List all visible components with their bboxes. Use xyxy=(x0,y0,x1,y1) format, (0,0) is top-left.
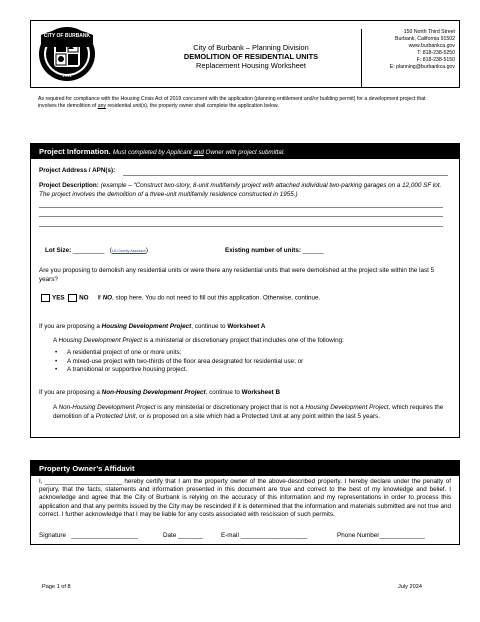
nhdp-def-d: Housing Development Project xyxy=(305,404,389,411)
existing-units-field xyxy=(225,247,324,256)
contact-block xyxy=(361,29,459,87)
contact-fax: F: 818-238-5150 xyxy=(416,57,455,64)
contact-website[interactable]: www.burbankca.gov xyxy=(408,43,455,50)
demolition-question: Are you proposing to demolish any residential units or were there any residential units that were demolished at the project site within the last 5 years? xyxy=(39,267,435,283)
project-description xyxy=(39,182,449,199)
project-information-title: Project Information xyxy=(39,147,109,156)
project-description-line-1[interactable] xyxy=(39,207,443,208)
bullet-item: • A mixed-use project with two-thirds of the floor area designated for residential use; or xyxy=(55,358,445,367)
worksheet-b-ref: Worksheet B xyxy=(241,389,281,396)
intro-text-b: residential unit(s), the property owner shall complete the application below. xyxy=(106,102,279,109)
housing-project-instruction xyxy=(39,323,265,332)
letterhead xyxy=(30,20,460,88)
project-address-label: Project Address / APN(s): xyxy=(39,167,116,174)
property-owner-affidavit-section xyxy=(30,460,460,545)
bar-note-b: Owner with project submittal. xyxy=(203,149,285,156)
phone-field xyxy=(337,532,425,541)
city-division: City of Burbank – Planning Division xyxy=(193,43,309,52)
hdp-def-c: is a ministerial or discretionary project that includes one of the following: xyxy=(141,337,344,344)
bullet-item: • A residential project of one or more units; xyxy=(55,349,445,358)
nhdp-def-c: is any ministerial or discretionary project that is not a xyxy=(155,404,306,411)
letterhead-title-block xyxy=(151,43,351,70)
if-no-c: , stop here. You do not need to fill out this application. Otherwise, continue. xyxy=(112,294,321,302)
affidavit-text: I, ______________________ hereby certify that I am the property owner of the above-described property. I hereby declare under the penalty of perjury, that the facts, statements and information presented in this document are true and correct to the best of my knowledge and belief. I acknowledge and agree that the City of Burbank is relying on the accuracy of this information and my representations in order to process this application and that any permits issued by the City may be rescinded if it is determined that the information and materials submitted are not true and correct. I further acknowledge that I may be liable for any costs associated with rescission of such permits. xyxy=(39,478,451,518)
email-field xyxy=(221,532,307,541)
signature-input[interactable]: ___________________ xyxy=(71,532,138,539)
signature-field xyxy=(39,532,138,541)
yes-label: YES xyxy=(52,294,65,302)
project-address-input[interactable] xyxy=(123,175,448,176)
affidavit-title: Property Owner’s Affidavit xyxy=(39,464,135,473)
footer-date: July 2024 xyxy=(398,584,422,590)
yes-no-row xyxy=(41,294,320,303)
date-label: Date xyxy=(163,532,177,539)
lot-size-field: Lot Size: _________ (LA County Assessor) xyxy=(45,247,148,254)
bar-note-a: Must completed by Applicant xyxy=(112,149,194,156)
existing-units-label: Existing number of units: xyxy=(225,247,301,254)
email-input[interactable]: ___________________ xyxy=(240,532,308,539)
email-label: E-mail xyxy=(221,532,239,539)
nhdp-def-e: , which requires the demolition of a xyxy=(53,404,444,420)
form-subtitle: Replacement Housing Worksheet xyxy=(196,61,306,70)
if-no-b: NO xyxy=(102,294,113,302)
contact-email[interactable]: E: planning@burbankca.gov xyxy=(389,64,455,71)
la-county-assessor-link[interactable]: LA County Assessor xyxy=(111,249,146,253)
housing-project-bullets xyxy=(55,349,445,375)
hdp-a: If you are proposing a xyxy=(39,323,102,330)
no-checkbox[interactable] xyxy=(68,294,77,302)
bullet-item: • A transitional or supportive housing project. xyxy=(55,366,445,375)
contact-city-zip: Burbank, California 91502 xyxy=(395,36,455,43)
intro-paragraph xyxy=(38,96,443,110)
project-description-example: (example – “Construct two-story, 8-unit multifamily project with attached individual two-parking garages on a 12,000 SF lot. The project involves the demolition of a three-unit multifamily residence constructed in 1955.) xyxy=(39,182,442,198)
date-input[interactable]: _______ xyxy=(178,532,203,539)
affidavit-header xyxy=(31,461,459,476)
project-description-label: Project Description: xyxy=(39,182,99,189)
if-no-a: If xyxy=(97,294,103,302)
seal-top-text: CITY OF BURBANK xyxy=(43,33,91,39)
lot-size-label: Lot Size: xyxy=(45,247,72,254)
non-housing-project-instruction xyxy=(39,389,280,398)
nhdp-def-b: Non-Housing Development Project xyxy=(58,404,156,411)
page-number: Page 1 of 8 xyxy=(42,584,71,590)
signature-label: Signature xyxy=(39,532,66,539)
nhdp-def-a: A xyxy=(53,404,59,411)
hdp-def-b: Housing Development Project xyxy=(58,337,142,344)
project-description-line-3[interactable] xyxy=(39,226,443,227)
nhdp-a: If you are proposing a xyxy=(39,389,102,396)
hdp-def-a: A xyxy=(53,337,59,344)
nhdp-def-f: Protected Unit xyxy=(95,412,136,420)
nhdp-def-g: , or is proposed on a site which had a Protected Unit at any point within the last 5 years. xyxy=(135,412,380,420)
nhdp-c: , continue to xyxy=(205,389,242,396)
contact-address: 150 North Third Street xyxy=(403,29,455,35)
non-housing-project-definition xyxy=(53,404,448,421)
seal-year: 1911 xyxy=(62,73,72,78)
intro-text-any: any xyxy=(97,102,107,109)
city-seal-logo xyxy=(37,25,97,83)
intro-text-a: As required for compliance with the Housing Crisis Act of 2019 concurrent with the application (planning entitlement and/or building permit) for a development project that involves the demolition of xyxy=(38,96,426,109)
no-label: NO xyxy=(79,294,89,302)
nhdp-b: Non-Housing Development Project xyxy=(101,389,206,396)
housing-project-definition xyxy=(53,337,448,346)
project-description-line-2[interactable] xyxy=(39,216,443,217)
phone-input[interactable]: _____________ xyxy=(379,532,425,539)
date-field xyxy=(163,532,203,541)
hdp-b: Housing Development Project xyxy=(101,323,192,330)
existing-units-input[interactable]: ______ xyxy=(302,247,324,254)
lot-size-input[interactable]: _________ xyxy=(73,247,105,254)
bar-note-and: and xyxy=(193,149,204,156)
form-title: DEMOLITION OF RESIDENTIAL UNITS xyxy=(183,52,319,61)
project-information-section xyxy=(30,143,460,438)
yes-checkbox[interactable] xyxy=(41,294,50,302)
project-information-header: Project Information. Must completed by Applicant and Owner with project submittal. xyxy=(31,144,459,159)
phone-label: Phone Number xyxy=(337,532,380,539)
contact-phone: T: 818-238-5250 xyxy=(417,50,455,57)
worksheet-a-ref: Worksheet A xyxy=(227,323,266,330)
hdp-c: , continue to xyxy=(191,323,228,330)
